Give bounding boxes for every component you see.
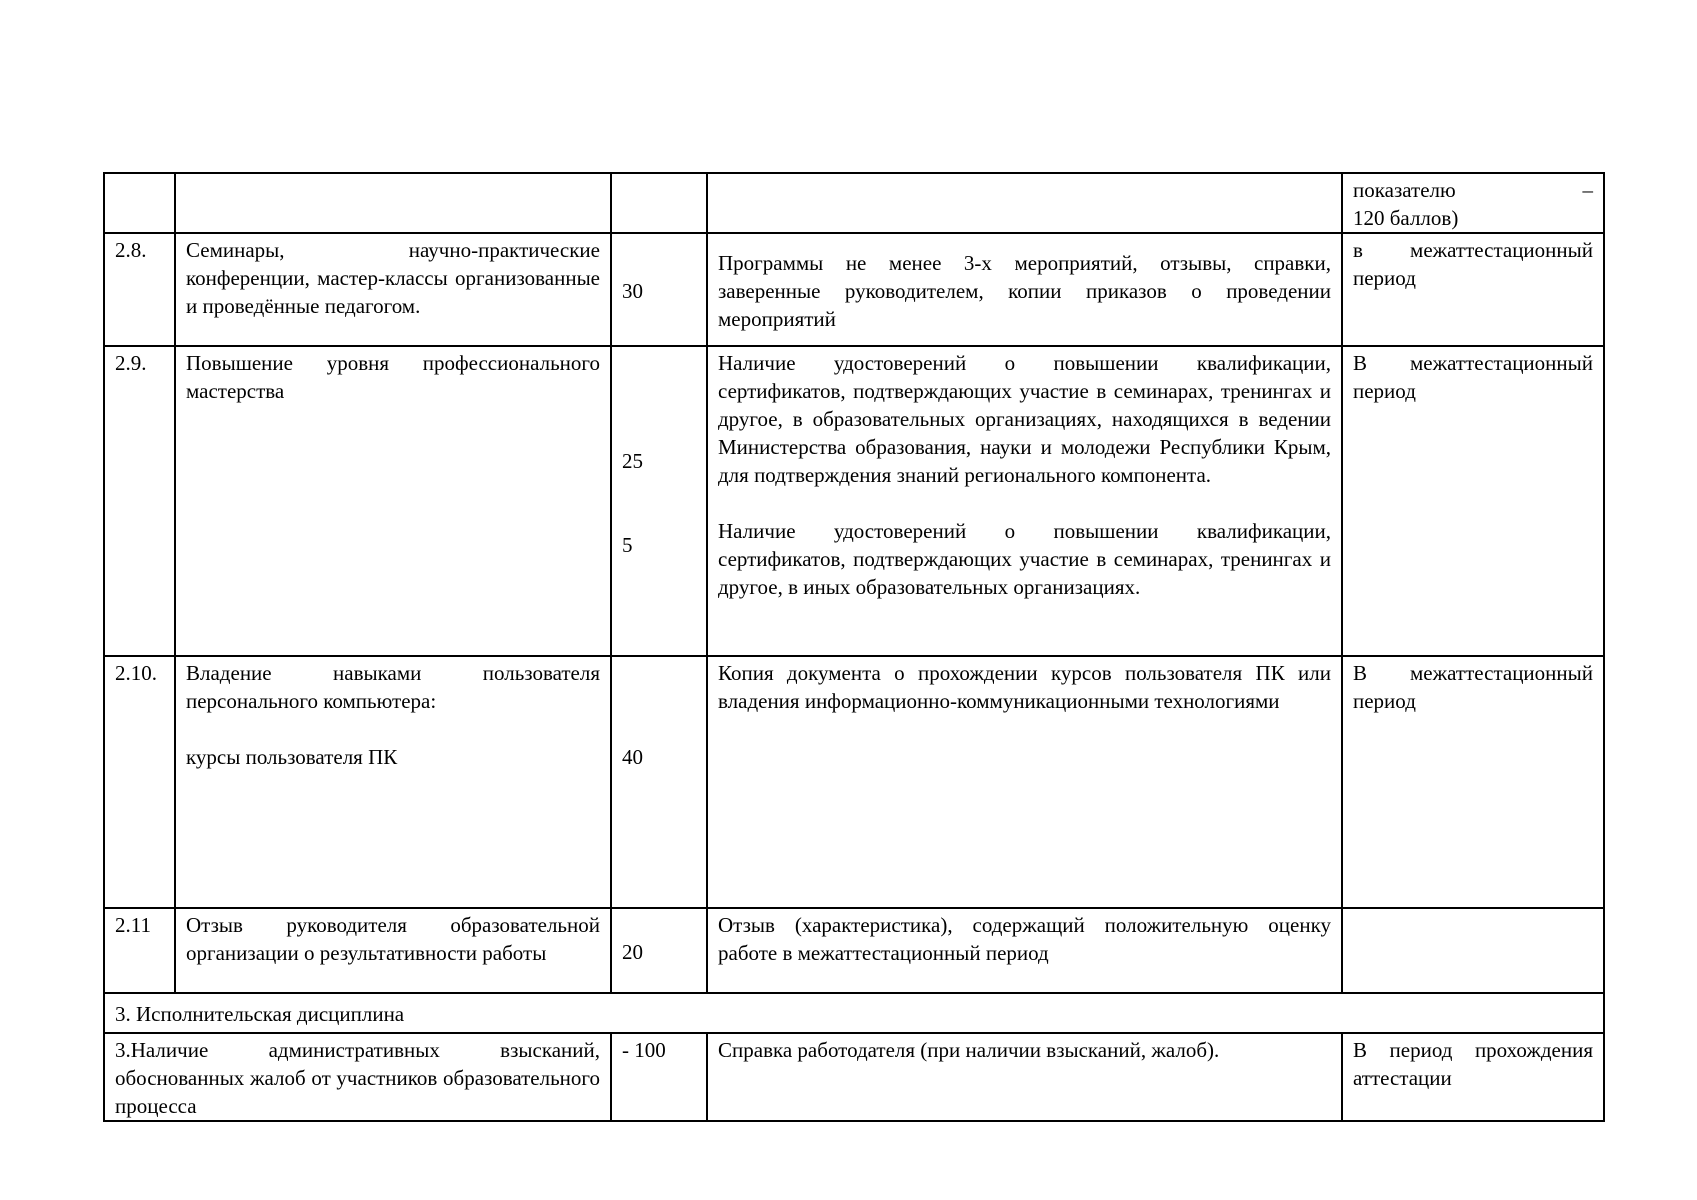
table-row [104,233,1604,346]
cell-score [611,173,707,233]
cell-score [611,346,707,656]
cell-period [1342,908,1604,993]
table-row [104,173,1604,233]
table-row [104,656,1604,908]
cell-period: в межаттестационный период [1342,233,1604,346]
cell-num: 2.11 [104,908,175,993]
cell-indicator: Отзыв руководителя образовательной организации о результативности работы [175,908,611,993]
cell-num: 2.9. [104,346,175,656]
cell-num: 2.10. [104,656,175,908]
section-title: 3. Исполнительская дисциплина [104,993,1604,1033]
score-value: 5 [622,533,633,557]
criteria-table [103,172,1605,1122]
table-row [104,346,1604,656]
cell-period: В межаттестационный период [1342,346,1604,656]
cell-docs: Отзыв (характеристика), содержащий положительную оценку работе в межаттестационный период [707,908,1342,993]
period-line: 120 баллов) [1353,206,1459,230]
cell-docs: Копия документа о прохождении курсов пользователя ПК или владения информационно-коммуникационными технологиями [707,656,1342,908]
cell-score: 30 [611,233,707,346]
cell-docs: Программы не менее 3-х мероприятий, отзывы, справки, заверенные руководителем, копии приказов о проведении мероприятий [707,233,1342,346]
cell-period [1342,173,1604,233]
cell-score: - 100 [611,1033,707,1121]
cell-period: В период прохождения аттестации [1342,1033,1604,1121]
cell-docs: Наличие удостоверений о повышении квалификации, сертификатов, подтверждающих участие в семинарах, тренингах и другое, в образовательных организациях, находящихся в ведении Министерства образования, науки и молодежи Республики Крым, для подтверждения знаний регионального компонента. Наличие удостоверений о повышении квалификации, сертификатов, подтверждающих участие в семинарах, тренингах и другое, в иных образовательных организациях. [707,346,1342,656]
cell-indicator: Повышение уровня профессионального мастерства [175,346,611,656]
cell-indicator [175,173,611,233]
table-row [104,1033,1604,1121]
cell-score: 20 [611,908,707,993]
score-value: 25 [622,449,643,473]
cell-indicator: Семинары, научно-практические конференции, мастер-классы организованные и проведённые педагогом. [175,233,611,346]
period-line: показателю – [1353,178,1593,202]
cell-docs [707,173,1342,233]
cell-indicator: Владение навыками пользователя персонального компьютера: курсы пользователя ПК [175,656,611,908]
table-row [104,908,1604,993]
cell-period: В межаттестационный период [1342,656,1604,908]
cell-indicator: 3.Наличие административных взысканий, обоснованных жалоб от участников образовательного процесса [104,1033,611,1121]
cell-docs: Справка работодателя (при наличии взысканий, жалоб). [707,1033,1342,1121]
cell-score [611,656,707,908]
section-row [104,993,1604,1033]
cell-num [104,173,175,233]
score-value: 40 [622,745,643,769]
cell-num: 2.8. [104,233,175,346]
